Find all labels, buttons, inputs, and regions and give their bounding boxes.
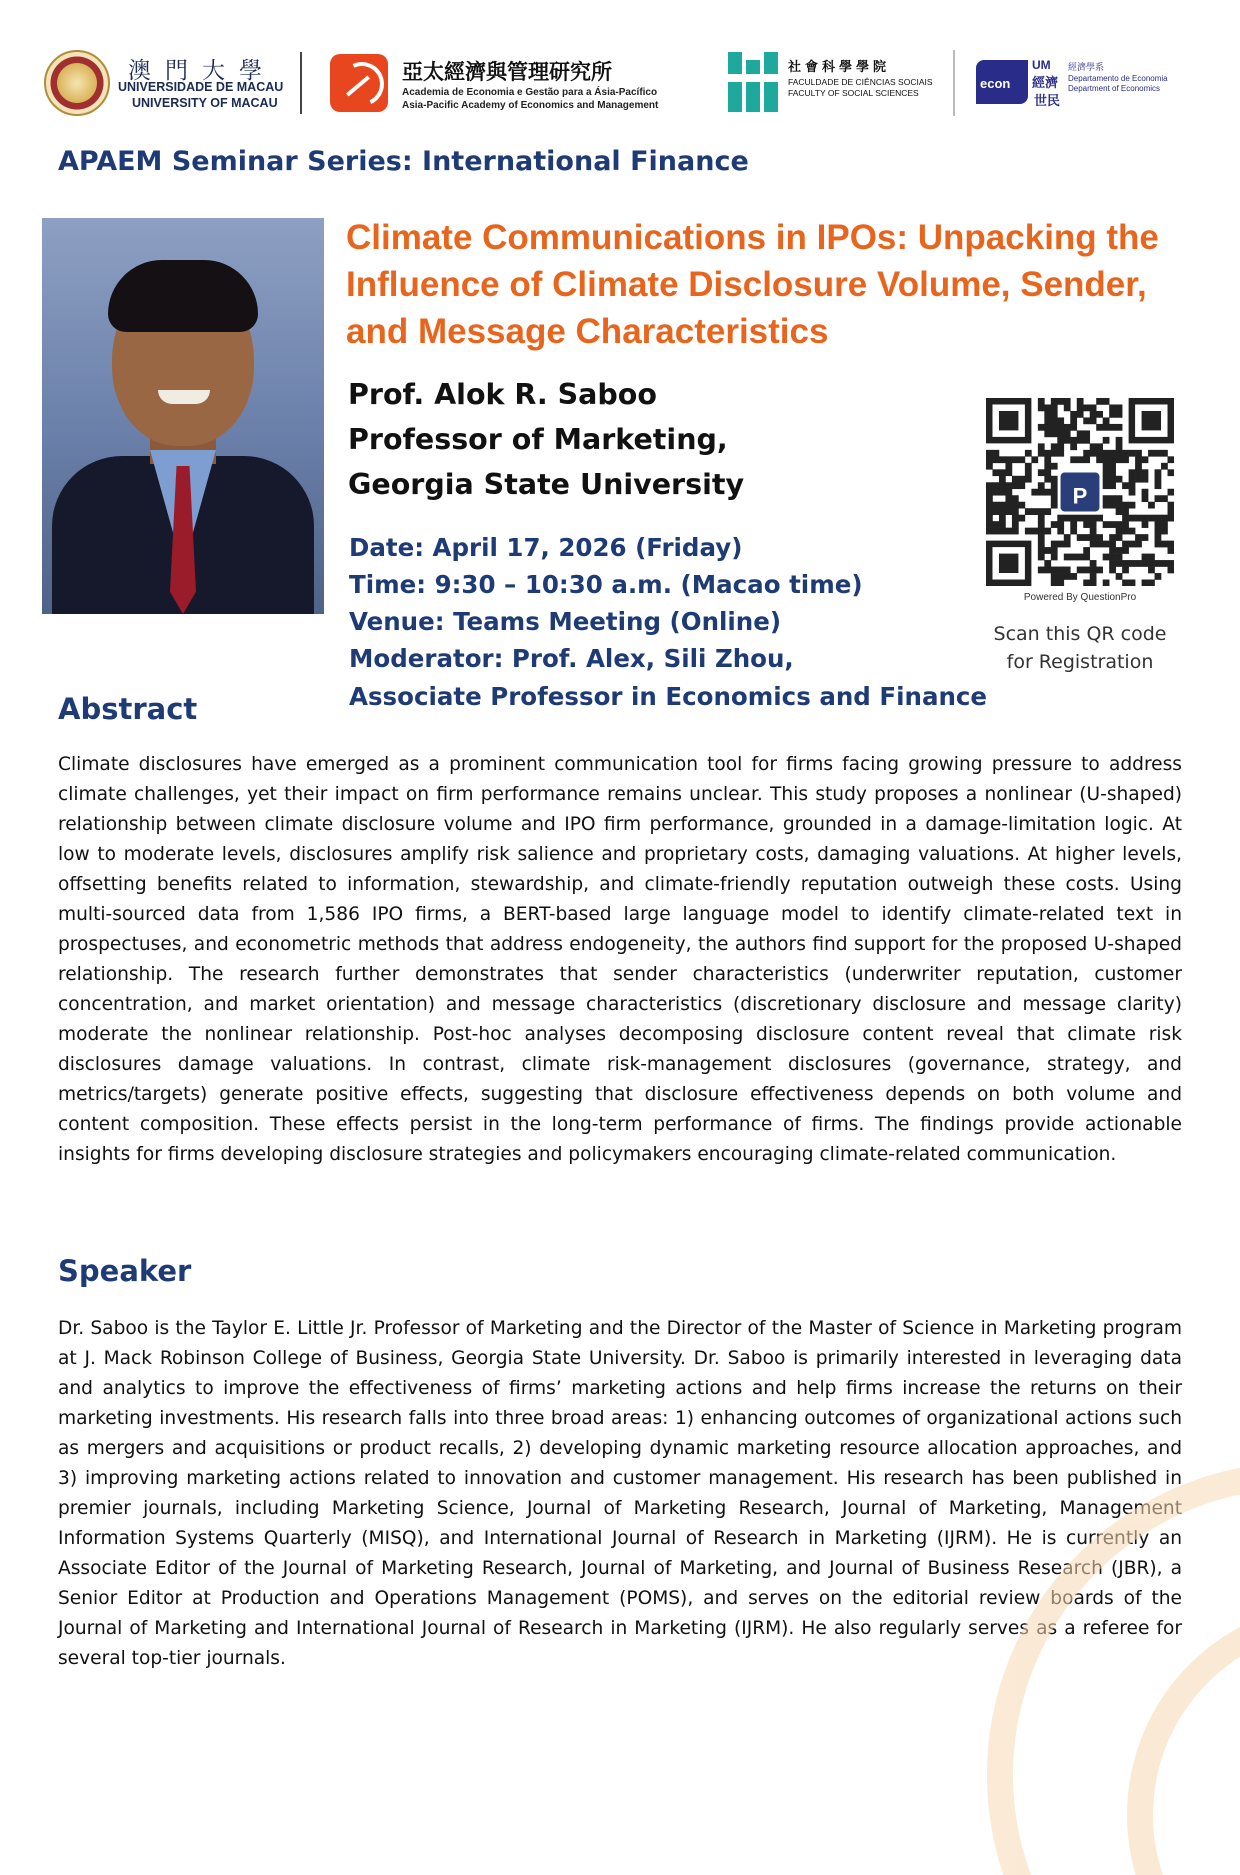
speaker-affiliation: Georgia State University	[348, 468, 745, 501]
apaem-english-name: Asia-Pacific Academy of Economics and Management	[402, 100, 659, 111]
speaker-bio-text: Dr. Saboo is the Taylor E. Little Jr. Professor of Marketing and the Director of the Master of Science in Marketing program at J. Mack Robinson College of Business, Georgia State University. Dr. Saboo is primarily interested in leveraging data and analytics to improve the effectiveness of firms’ marketing actions and help firms increase the returns on their marketing investments. His research falls into three broad areas: 1) enhancing outcomes of organizational actions such as mergers and acquisitions or product recalls, 2) developing dynamic marketing resource allocation approaches, and 3) improving marketing actions related to innovation and customer management. His research has been published in premier journals, including Marketing Science, Journal of Marketing Research, Journal of Marketing, Management Information Systems Quarterly (MISQ), and International Journal of Research in Marketing (IJRM). He is currently an Associate Editor of the Journal of Marketing Research, Journal of Marketing, and Journal of Business Research (JBR), a Senior Editor at Production and Operations Management (POMS), and serves on the editorial review boards of the Journal of Marketing and International Journal of Research in Marketing (IJRM). He also regularly serves as a referee for several top-tier journals.	[58, 1318, 1182, 1669]
econ-dept-chinese: 經濟學系	[1068, 63, 1105, 73]
qr-caption	[970, 620, 1190, 676]
fss-chinese-name: 社會科學學院	[788, 60, 891, 75]
speaker-position: Professor of Marketing,	[348, 423, 728, 456]
registration-qr-code[interactable]	[986, 398, 1174, 586]
abstract-text: Climate disclosures have emerged as a prominent communication tool for firms facing growing pressure to address climate challenges, yet their impact on firm performance remains unclear. This study proposes a nonlinear (U-shaped) relationship between climate disclosure volume and IPO firm performance, grounded in a damage-limitation logic. At low to moderate levels, disclosures amplify risk salience and proprietary costs, damaging valuations. At higher levels, offsetting benefits related to information, stewardship, and climate-friendly reputation outweigh these costs. Using multi-sourced data from 1,586 IPO firms, a BERT-based large language model to identify climate-related text in prospectuses, and econometric methods that address endogeneity, the authors find support for the proposed U-shaped relationship. The research further demonstrates that sender characteristics (underwriter reputation, customer concentration, and market orientation) and message characteristics (discretionary disclosure and message clarity) moderate the nonlinear relationship. Post-hoc analyses decomposing disclosure content reveal that climate risk disclosures damage valuations. In contrast, climate risk-management disclosures (governance, strategy, and metrics/targets) generate positive effects, suggesting that disclosure effectiveness depends on both volume and content composition. These effects persist in the long-term performance of firms. The findings provide actionable insights for firms developing disclosure strategies and policymakers encouraging climate-related communication.	[58, 754, 1182, 1165]
fss-english-name: FACULTY OF SOCIAL SCIENCES	[788, 88, 919, 98]
um-english-name: UNIVERSITY OF MACAU	[132, 96, 278, 110]
fss-mark-icon	[728, 52, 778, 112]
apaem-portuguese-name: Academia de Economia e Gestão para a Ásia-Pacífico	[402, 87, 658, 98]
um-chinese-name: 澳門大學	[128, 58, 276, 84]
apaem-mark-icon	[330, 54, 388, 112]
econ-chinese-2: 世民	[1034, 94, 1061, 109]
apaem-logo	[330, 54, 659, 116]
um-seal-icon	[44, 50, 110, 116]
econ-word: econ	[980, 76, 1011, 91]
qr-caption-line-1: Scan this QR code	[993, 623, 1167, 645]
qr-caption-line-2: for Registration	[1006, 651, 1154, 673]
um-portuguese-name: UNIVERSIDADE DE MACAU	[118, 80, 284, 94]
speaker-heading: Speaker	[58, 1254, 192, 1288]
fss-portuguese-name: FACULDADE DE CIÊNCIAS SOCIAIS	[788, 77, 933, 87]
event-time: Time: 9:30 – 10:30 a.m. (Macao time)	[349, 570, 863, 599]
logo-divider	[953, 50, 955, 116]
event-venue: Venue: Teams Meeting (Online)	[349, 607, 782, 636]
fss-logo	[728, 52, 938, 114]
econ-um-label: UM	[1032, 58, 1051, 72]
econ-chinese-1: 經濟	[1032, 76, 1059, 91]
qr-powered-by: Powered By QuestionPro	[1023, 592, 1137, 603]
university-of-macau-logo	[44, 46, 284, 118]
event-date: Date: April 17, 2026 (Friday)	[349, 533, 743, 562]
speaker-name: Prof. Alok R. Saboo	[348, 378, 657, 411]
speaker-photo	[42, 218, 324, 614]
qr-code-icon	[986, 398, 1174, 586]
apaem-chinese-name: 亞太經濟與管理研究所	[402, 60, 612, 84]
svg-text:P: P	[1072, 483, 1088, 509]
econ-dept-english: Department of Economics	[1068, 84, 1161, 93]
series-title: APAEM Seminar Series: International Finance	[58, 146, 749, 177]
logo-divider	[300, 52, 302, 114]
department-of-economics-logo	[976, 56, 1196, 114]
econ-dept-portuguese: Departamento de Economia	[1068, 74, 1168, 83]
econ-mark-icon	[976, 60, 1028, 104]
abstract-heading: Abstract	[58, 692, 198, 726]
event-moderator: Moderator: Prof. Alex, Sili Zhou,	[349, 644, 794, 673]
event-moderator-title: Associate Professor in Economics and Finance	[349, 682, 988, 711]
talk-title: Climate Communications in IPOs: Unpacking the Influence of Climate Disclosure Volume, Sender, and Message Characteristics	[346, 218, 1159, 351]
